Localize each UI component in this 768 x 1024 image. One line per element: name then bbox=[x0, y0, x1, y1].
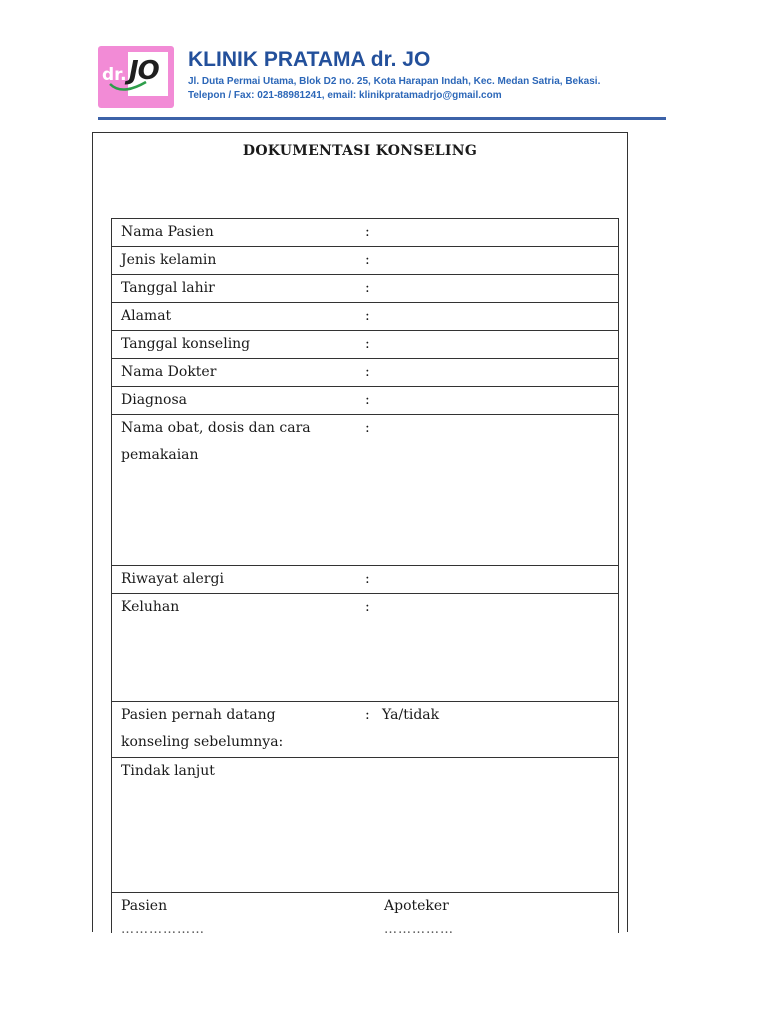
row-label: Riwayat alergi bbox=[121, 571, 224, 587]
row-label: Diagnosa bbox=[121, 392, 187, 408]
row-label: Jenis kelamin bbox=[121, 252, 217, 268]
row-label: Tanggal konseling bbox=[121, 336, 251, 352]
row-label bbox=[121, 415, 357, 469]
logo-jo-text: JO bbox=[129, 56, 159, 86]
row-colon: : bbox=[365, 392, 370, 408]
row-riwayat-alergi bbox=[112, 566, 618, 594]
row-tindak-lanjut bbox=[112, 758, 618, 893]
header-divider bbox=[98, 117, 666, 120]
signature-pasien bbox=[121, 893, 205, 938]
row-colon: : bbox=[365, 420, 370, 436]
row-label-line2: konseling sebelumnya: bbox=[121, 734, 284, 750]
row-label: Tanggal lahir bbox=[121, 280, 215, 296]
row-label: Keluhan bbox=[121, 599, 180, 615]
row-colon: : bbox=[365, 336, 370, 352]
row-colon: : bbox=[365, 280, 370, 296]
row-alamat bbox=[112, 303, 618, 331]
clinic-address: Jl. Duta Permai Utama, Blok D2 no. 25, Kota Harapan Indah, Kec. Medan Satria, Bekasi. bbox=[188, 76, 601, 87]
logo-swoosh-icon bbox=[108, 80, 148, 94]
signature-apoteker-dots: …………… bbox=[384, 922, 454, 937]
signature-pasien-label: Pasien bbox=[121, 898, 168, 914]
row-colon: : bbox=[365, 308, 370, 324]
clinic-name: KLINIK PRATAMA dr. JO bbox=[188, 48, 431, 71]
row-colon: : bbox=[365, 599, 370, 615]
clinic-contact: Telepon / Fax: 021-88981241, email: klinikpratamadrjo@gmail.com bbox=[188, 90, 502, 101]
row-label: Nama Dokter bbox=[121, 364, 217, 380]
row-colon: : bbox=[365, 252, 370, 268]
row-colon: : bbox=[365, 707, 370, 723]
row-colon: : bbox=[365, 571, 370, 587]
row-pasien-pernah-datang bbox=[112, 702, 618, 758]
row-colon: : bbox=[365, 224, 370, 240]
row-diagnosa bbox=[112, 387, 618, 415]
row-label-line2: pemakaian bbox=[121, 447, 199, 463]
signature-apoteker bbox=[384, 893, 454, 938]
row-nama-dokter bbox=[112, 359, 618, 387]
row-nama-pasien bbox=[112, 219, 618, 247]
form-table bbox=[111, 218, 619, 937]
row-label: Tindak lanjut bbox=[121, 763, 215, 779]
row-tanggal-lahir bbox=[112, 275, 618, 303]
counseling-form bbox=[92, 132, 628, 937]
row-label-line1: Nama obat, dosis dan cara bbox=[121, 420, 311, 436]
form-title: DOKUMENTASI KONSELING bbox=[242, 143, 478, 159]
clinic-logo bbox=[98, 46, 174, 108]
row-label-line1: Pasien pernah datang bbox=[121, 707, 276, 723]
letterhead bbox=[98, 44, 668, 122]
signature-pasien-dots: ……………… bbox=[121, 922, 205, 937]
row-keluhan bbox=[112, 594, 618, 702]
row-label: Nama Pasien bbox=[121, 224, 214, 240]
row-value-ya-tidak: Ya/tidak bbox=[382, 707, 440, 723]
row-signatures bbox=[112, 893, 618, 937]
signature-apoteker-label: Apoteker bbox=[384, 898, 449, 914]
row-jenis-kelamin bbox=[112, 247, 618, 275]
row-tanggal-konseling bbox=[112, 331, 618, 359]
logo-dr-text: dr. bbox=[102, 65, 127, 85]
row-label: Alamat bbox=[121, 308, 172, 324]
row-colon: : bbox=[365, 364, 370, 380]
row-label bbox=[121, 702, 357, 756]
row-nama-obat bbox=[112, 415, 618, 566]
